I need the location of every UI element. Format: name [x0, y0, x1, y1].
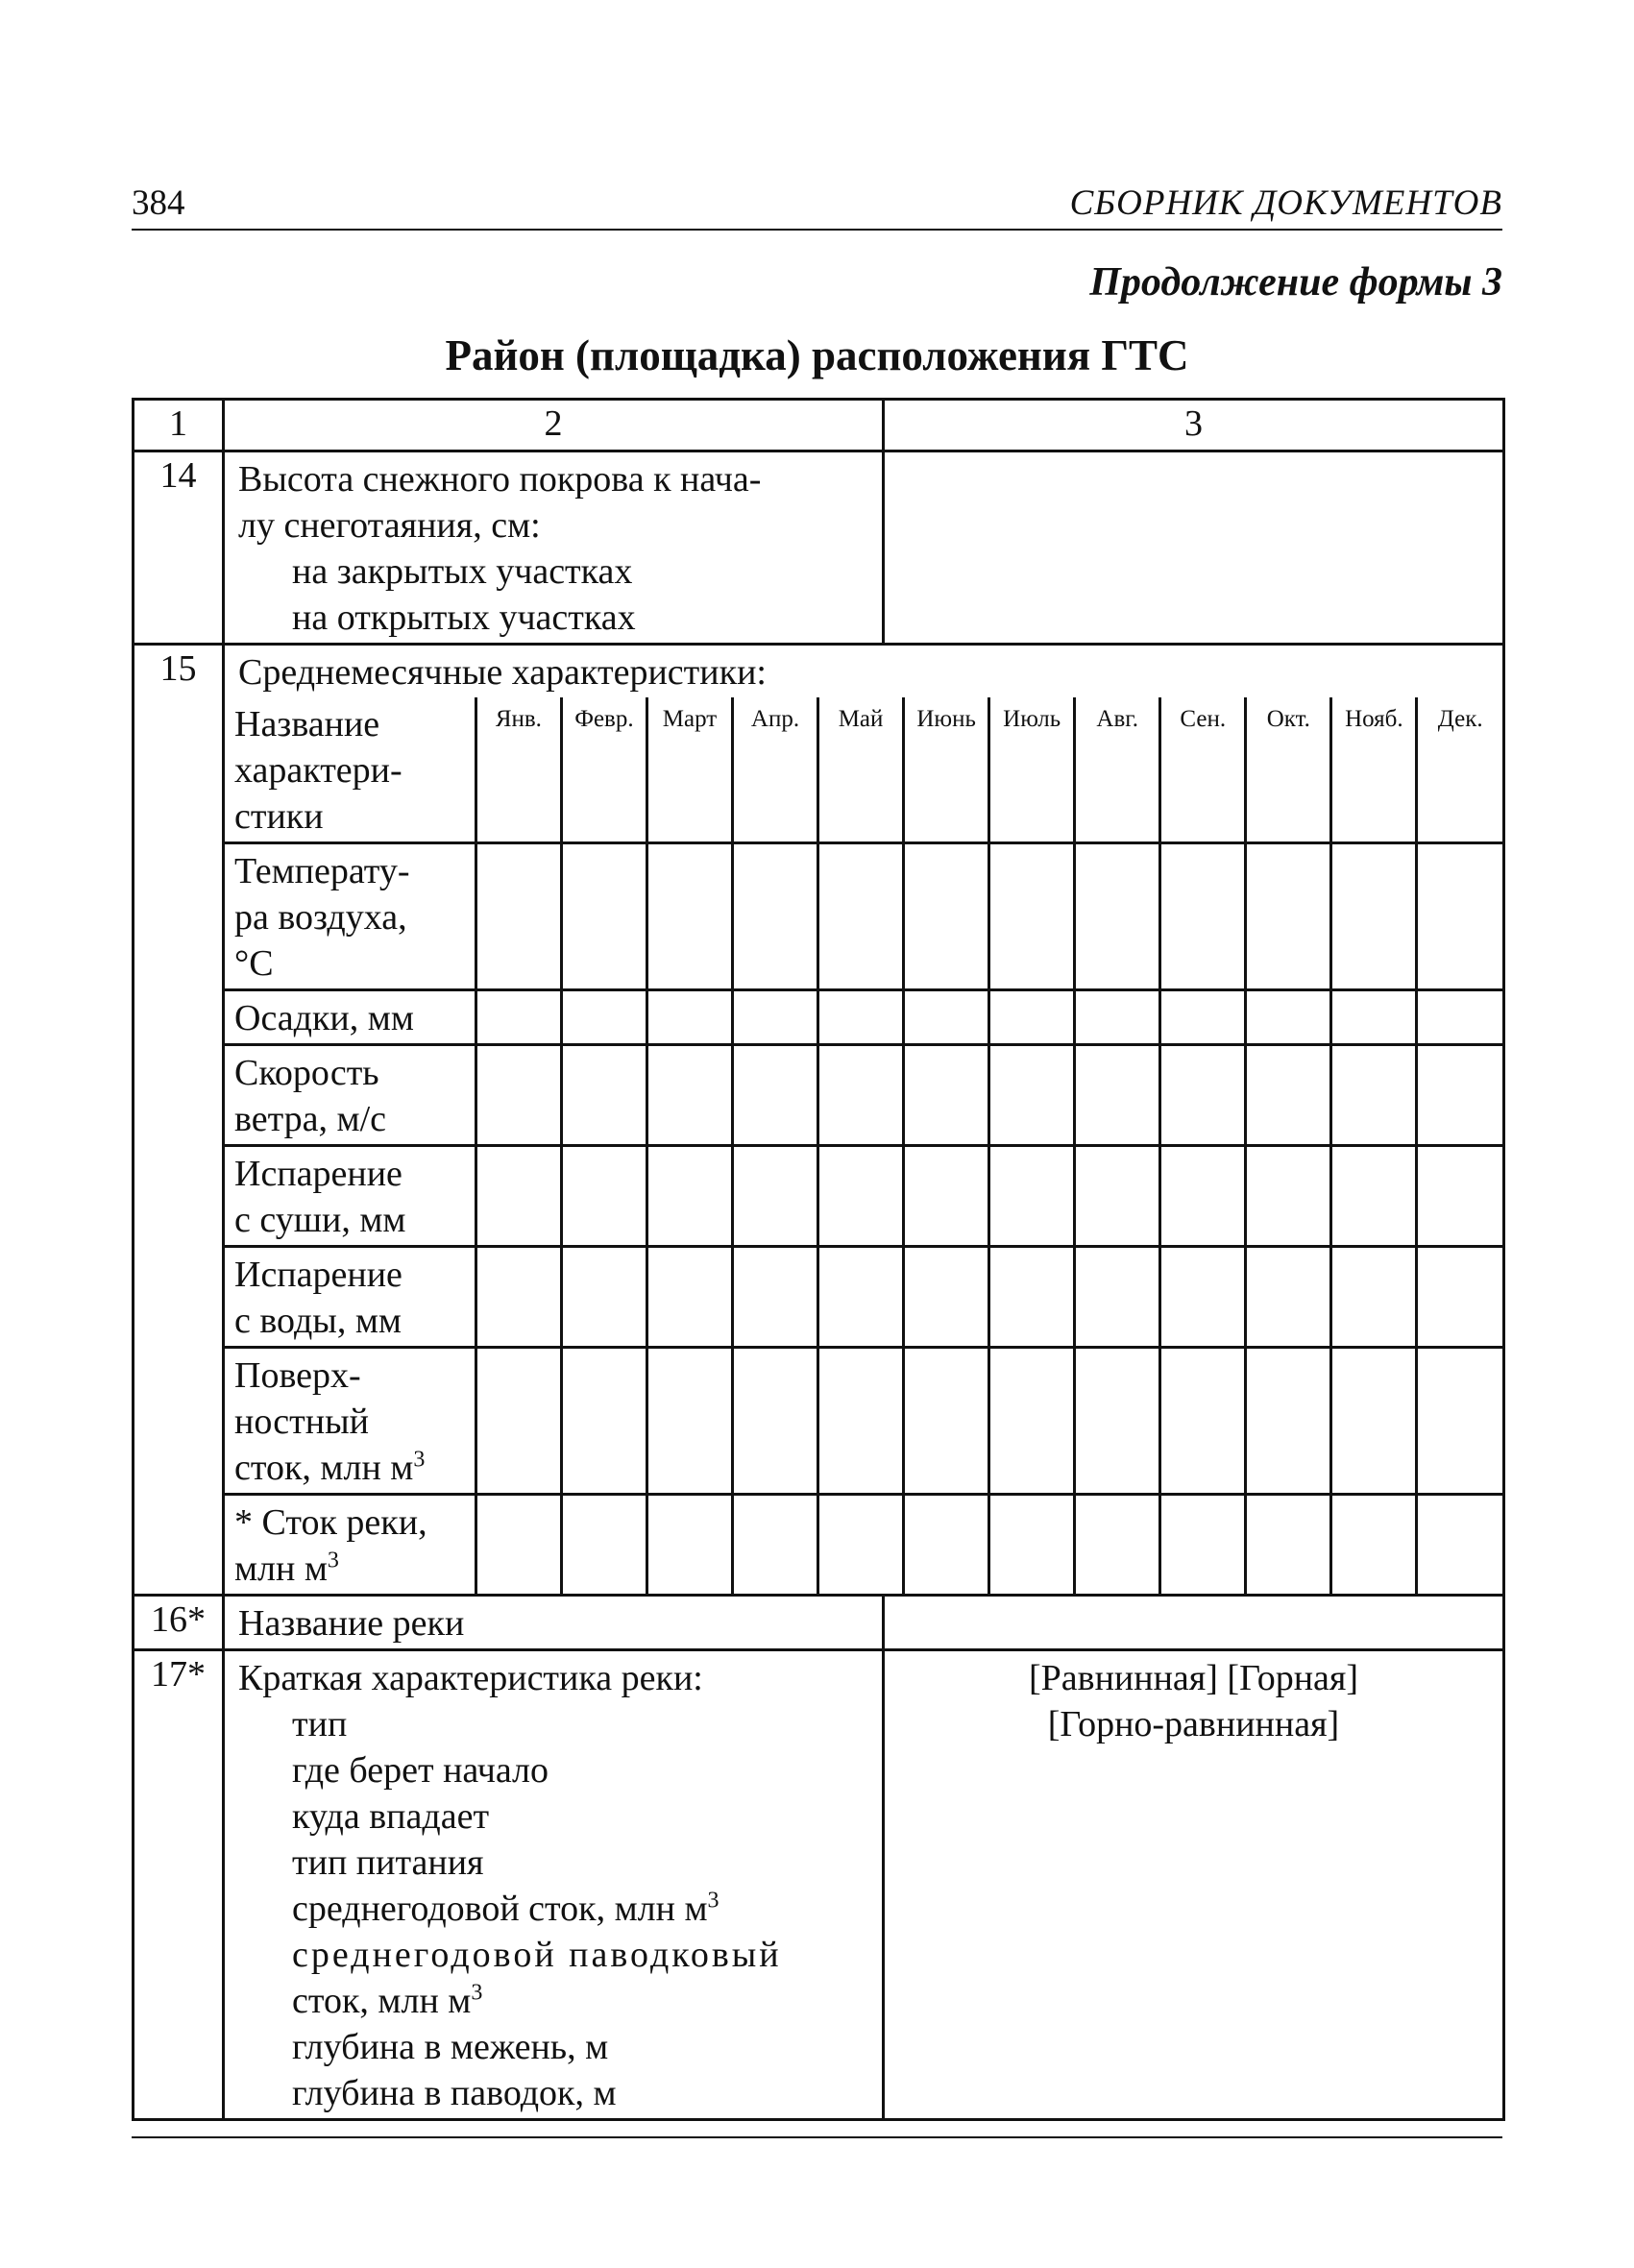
value-cell[interactable]: [1075, 1045, 1160, 1146]
value-cell[interactable]: [646, 990, 732, 1045]
value-cell[interactable]: [732, 990, 817, 1045]
value-cell[interactable]: [476, 1045, 561, 1146]
value-cell[interactable]: [732, 1348, 817, 1495]
monthly-table: [225, 697, 1502, 1594]
month-jul: Июль: [989, 697, 1075, 843]
value-cell[interactable]: [1246, 1348, 1331, 1495]
value-cell[interactable]: [904, 1348, 989, 1495]
form-table: [132, 398, 1505, 2121]
characteristic-name-header: [225, 697, 476, 843]
month-apr: Апр.: [732, 697, 817, 843]
superscript: 3: [327, 1548, 339, 1573]
river-item-annual-runoff: [238, 1886, 872, 1932]
row-label-river-name: [224, 1596, 884, 1650]
value-cell[interactable]: [904, 1045, 989, 1146]
label-line: * Сток реки,: [234, 1502, 427, 1543]
month-sep: Сен.: [1160, 697, 1246, 843]
value-cell[interactable]: [1160, 1045, 1246, 1146]
value-cell[interactable]: [904, 1146, 989, 1247]
table-row-15: [134, 645, 1504, 1596]
column-number-2: 2: [224, 400, 884, 451]
river-item-mouth: куда впадает: [292, 1796, 490, 1837]
river-char-title: Краткая характеристика реки:: [238, 1658, 703, 1698]
table-row-17: [134, 1650, 1504, 2120]
month-jun: Июнь: [904, 697, 989, 843]
characteristic-wind-speed: [225, 1045, 476, 1146]
river-item-flood-runoff: среднегодовой паводковый: [292, 1935, 782, 1975]
name-header-line-1: Название: [234, 704, 380, 744]
value-cell[interactable]: [1075, 1495, 1160, 1595]
value-cell[interactable]: [1417, 843, 1502, 990]
value-cell[interactable]: [1331, 1045, 1417, 1146]
snow-open-areas: на открытых участках: [292, 597, 636, 638]
table-row-14: [134, 451, 1504, 645]
value-cell[interactable]: [1331, 1495, 1417, 1595]
label-line: ра воздуха,: [234, 897, 407, 938]
value-cell[interactable]: [732, 1146, 817, 1247]
superscript: 3: [707, 1888, 719, 1914]
label-line: Скорость: [234, 1053, 379, 1093]
column-number-3: 3: [884, 400, 1504, 451]
row-number: 15: [134, 645, 224, 1596]
value-cell[interactable]: [476, 1495, 561, 1595]
value-cell[interactable]: [476, 1146, 561, 1247]
river-item-low-water-depth: глубина в межень, м: [292, 2027, 609, 2067]
river-item-feeding-type: тип питания: [292, 1842, 484, 1883]
characteristic-land-evaporation: [225, 1146, 476, 1247]
label-line: с воды, мм: [234, 1301, 402, 1341]
value-cell[interactable]: [476, 843, 561, 990]
value-cell-river-characteristics[interactable]: [884, 1650, 1504, 2120]
value-cell[interactable]: [818, 990, 904, 1045]
river-name-label: Название реки: [238, 1603, 465, 1644]
value-cell[interactable]: [904, 843, 989, 990]
value-cell[interactable]: [904, 990, 989, 1045]
value-cell[interactable]: [1075, 990, 1160, 1045]
row-number: 16*: [134, 1596, 224, 1650]
value-cell[interactable]: [561, 1247, 646, 1348]
value-cell[interactable]: [1331, 1146, 1417, 1247]
characteristic-air-temperature: [225, 843, 476, 990]
characteristic-row: [225, 1045, 1502, 1146]
name-header-line-2: характери-: [234, 750, 402, 791]
value-cell[interactable]: [1246, 1247, 1331, 1348]
monthly-characteristics-title: Среднемесячные характеристики:: [238, 652, 767, 693]
value-cell[interactable]: [818, 1045, 904, 1146]
value-cell[interactable]: [1331, 843, 1417, 990]
value-cell[interactable]: [1417, 1348, 1502, 1495]
value-cell[interactable]: [1246, 1045, 1331, 1146]
value-cell[interactable]: [646, 1247, 732, 1348]
value-cell[interactable]: [1160, 1495, 1246, 1595]
value-cell[interactable]: [561, 990, 646, 1045]
value-cell[interactable]: [646, 1045, 732, 1146]
column-number-1: 1: [134, 400, 224, 451]
value-cell[interactable]: [818, 843, 904, 990]
characteristic-water-evaporation: [225, 1247, 476, 1348]
label-line: °С: [234, 943, 274, 984]
characteristic-precipitation: [225, 990, 476, 1045]
month-oct: Окт.: [1246, 697, 1331, 843]
value-cell[interactable]: [1075, 1146, 1160, 1247]
label-line: Испарение: [234, 1255, 402, 1295]
label-text: сток, млн м: [234, 1448, 414, 1488]
value-cell[interactable]: [1075, 1247, 1160, 1348]
value-cell[interactable]: [561, 1348, 646, 1495]
value-cell[interactable]: [561, 1495, 646, 1595]
item-text: сток, млн м: [292, 1981, 472, 2021]
table-row-16: [134, 1596, 1504, 1650]
value-cell[interactable]: [646, 843, 732, 990]
month-feb: Февр.: [561, 697, 646, 843]
characteristic-surface-runoff: [225, 1348, 476, 1495]
label-line: Поверх-: [234, 1355, 361, 1396]
month-dec: Дек.: [1417, 697, 1502, 843]
value-cell[interactable]: [646, 1348, 732, 1495]
label-line: [234, 1546, 467, 1592]
characteristic-row: [225, 1348, 1502, 1495]
value-cell[interactable]: [904, 1495, 989, 1595]
value-cell[interactable]: [1075, 843, 1160, 990]
month-may: Май: [818, 697, 904, 843]
page-number: 384: [132, 183, 185, 223]
row-label-snow-cover: [224, 451, 884, 645]
value-cell[interactable]: [1417, 990, 1502, 1045]
characteristic-river-runoff: [225, 1495, 476, 1595]
value-cell[interactable]: [561, 1146, 646, 1247]
river-item-flood-runoff-cont: [238, 1978, 872, 2024]
value-cell[interactable]: [1246, 1146, 1331, 1247]
value-cell[interactable]: [646, 1495, 732, 1595]
label-line: Осадки, мм: [234, 998, 414, 1038]
value-cell[interactable]: [1160, 1247, 1246, 1348]
month-nov: Нояб.: [1331, 697, 1417, 843]
value-cell[interactable]: [732, 1247, 817, 1348]
item-text: среднегодовой сток, млн м: [292, 1889, 708, 1929]
value-cell[interactable]: [1160, 843, 1246, 990]
value-cell[interactable]: [732, 843, 817, 990]
characteristic-row: [225, 1247, 1502, 1348]
value-cell[interactable]: [1417, 1495, 1502, 1595]
label-line: [234, 1445, 467, 1491]
value-cell[interactable]: [1331, 990, 1417, 1045]
river-type-options-line-1: [Равнинная] [Горная]: [1028, 1658, 1359, 1698]
snow-closed-areas: на закрытых участках: [292, 551, 633, 592]
value-cell[interactable]: [989, 1045, 1075, 1146]
month-jan: Янв.: [476, 697, 561, 843]
label-line: ветра, м/с: [234, 1099, 386, 1139]
river-item-flood-depth: глубина в паводок, м: [292, 2073, 617, 2113]
value-cell[interactable]: [818, 1247, 904, 1348]
value-cell[interactable]: [1246, 843, 1331, 990]
value-cell[interactable]: [818, 1495, 904, 1595]
value-cell[interactable]: [1417, 1045, 1502, 1146]
value-cell[interactable]: [989, 990, 1075, 1045]
month-mar: Март: [646, 697, 732, 843]
footer-rule: [132, 2136, 1502, 2138]
form-caption: Продолжение формы 3: [1089, 260, 1502, 305]
characteristic-row: [225, 1495, 1502, 1595]
value-cell[interactable]: [1246, 1495, 1331, 1595]
label-text: млн м: [234, 1549, 328, 1589]
value-cell[interactable]: [989, 843, 1075, 990]
monthly-characteristics-cell: [224, 645, 1504, 1596]
value-cell[interactable]: [476, 1348, 561, 1495]
row-number: 17*: [134, 1650, 224, 2120]
value-cell[interactable]: [989, 1247, 1075, 1348]
superscript: 3: [471, 1980, 483, 2006]
value-cell[interactable]: [476, 990, 561, 1045]
value-cell[interactable]: [732, 1495, 817, 1595]
value-cell[interactable]: [1160, 1146, 1246, 1247]
characteristic-row: [225, 990, 1502, 1045]
value-cell[interactable]: [561, 843, 646, 990]
monthly-header-row: [225, 697, 1502, 843]
row-label-river-characteristics: [224, 1650, 884, 2120]
value-cell[interactable]: [989, 1146, 1075, 1247]
value-cell[interactable]: [904, 1247, 989, 1348]
month-aug: Авг.: [1075, 697, 1160, 843]
value-cell[interactable]: [989, 1348, 1075, 1495]
label-line: Испарение: [234, 1154, 402, 1194]
value-cell[interactable]: [732, 1045, 817, 1146]
name-header-line-3: стики: [234, 796, 324, 837]
characteristic-row: [225, 843, 1502, 990]
value-cell[interactable]: [818, 1348, 904, 1495]
table-title: Район (площадка) расположения ГТС: [445, 331, 1189, 379]
value-cell[interactable]: [561, 1045, 646, 1146]
row-number: 14: [134, 451, 224, 645]
label-line: Температу-: [234, 851, 410, 891]
value-cell[interactable]: [1246, 990, 1331, 1045]
column-header-row: [134, 400, 1504, 451]
value-cell[interactable]: [1160, 990, 1246, 1045]
value-cell[interactable]: [1075, 1348, 1160, 1495]
header-rule: [132, 229, 1502, 231]
label-line: с суши, мм: [234, 1200, 406, 1240]
value-cell[interactable]: [818, 1146, 904, 1247]
value-cell-snow-cover[interactable]: [884, 451, 1504, 645]
value-cell[interactable]: [1417, 1247, 1502, 1348]
value-cell-river-name[interactable]: [884, 1596, 1504, 1650]
value-cell[interactable]: [646, 1146, 732, 1247]
snow-label-line-2: лу снеготаяния, см:: [238, 505, 541, 546]
value-cell[interactable]: [476, 1247, 561, 1348]
running-head: СБОРНИК ДОКУМЕНТОВ: [1069, 183, 1502, 223]
river-item-type: тип: [292, 1704, 348, 1744]
label-line: ностный: [234, 1402, 369, 1442]
value-cell[interactable]: [989, 1495, 1075, 1595]
value-cell[interactable]: [1331, 1348, 1417, 1495]
characteristic-row: [225, 1146, 1502, 1247]
river-item-source: где берет начало: [292, 1750, 549, 1791]
snow-label-line-1: Высота снежного покрова к нача-: [238, 459, 762, 500]
value-cell[interactable]: [1160, 1348, 1246, 1495]
superscript: 3: [413, 1447, 426, 1473]
value-cell[interactable]: [1331, 1247, 1417, 1348]
river-type-options-line-2: [Горно-равнинная]: [1047, 1704, 1340, 1744]
value-cell[interactable]: [1417, 1146, 1502, 1247]
